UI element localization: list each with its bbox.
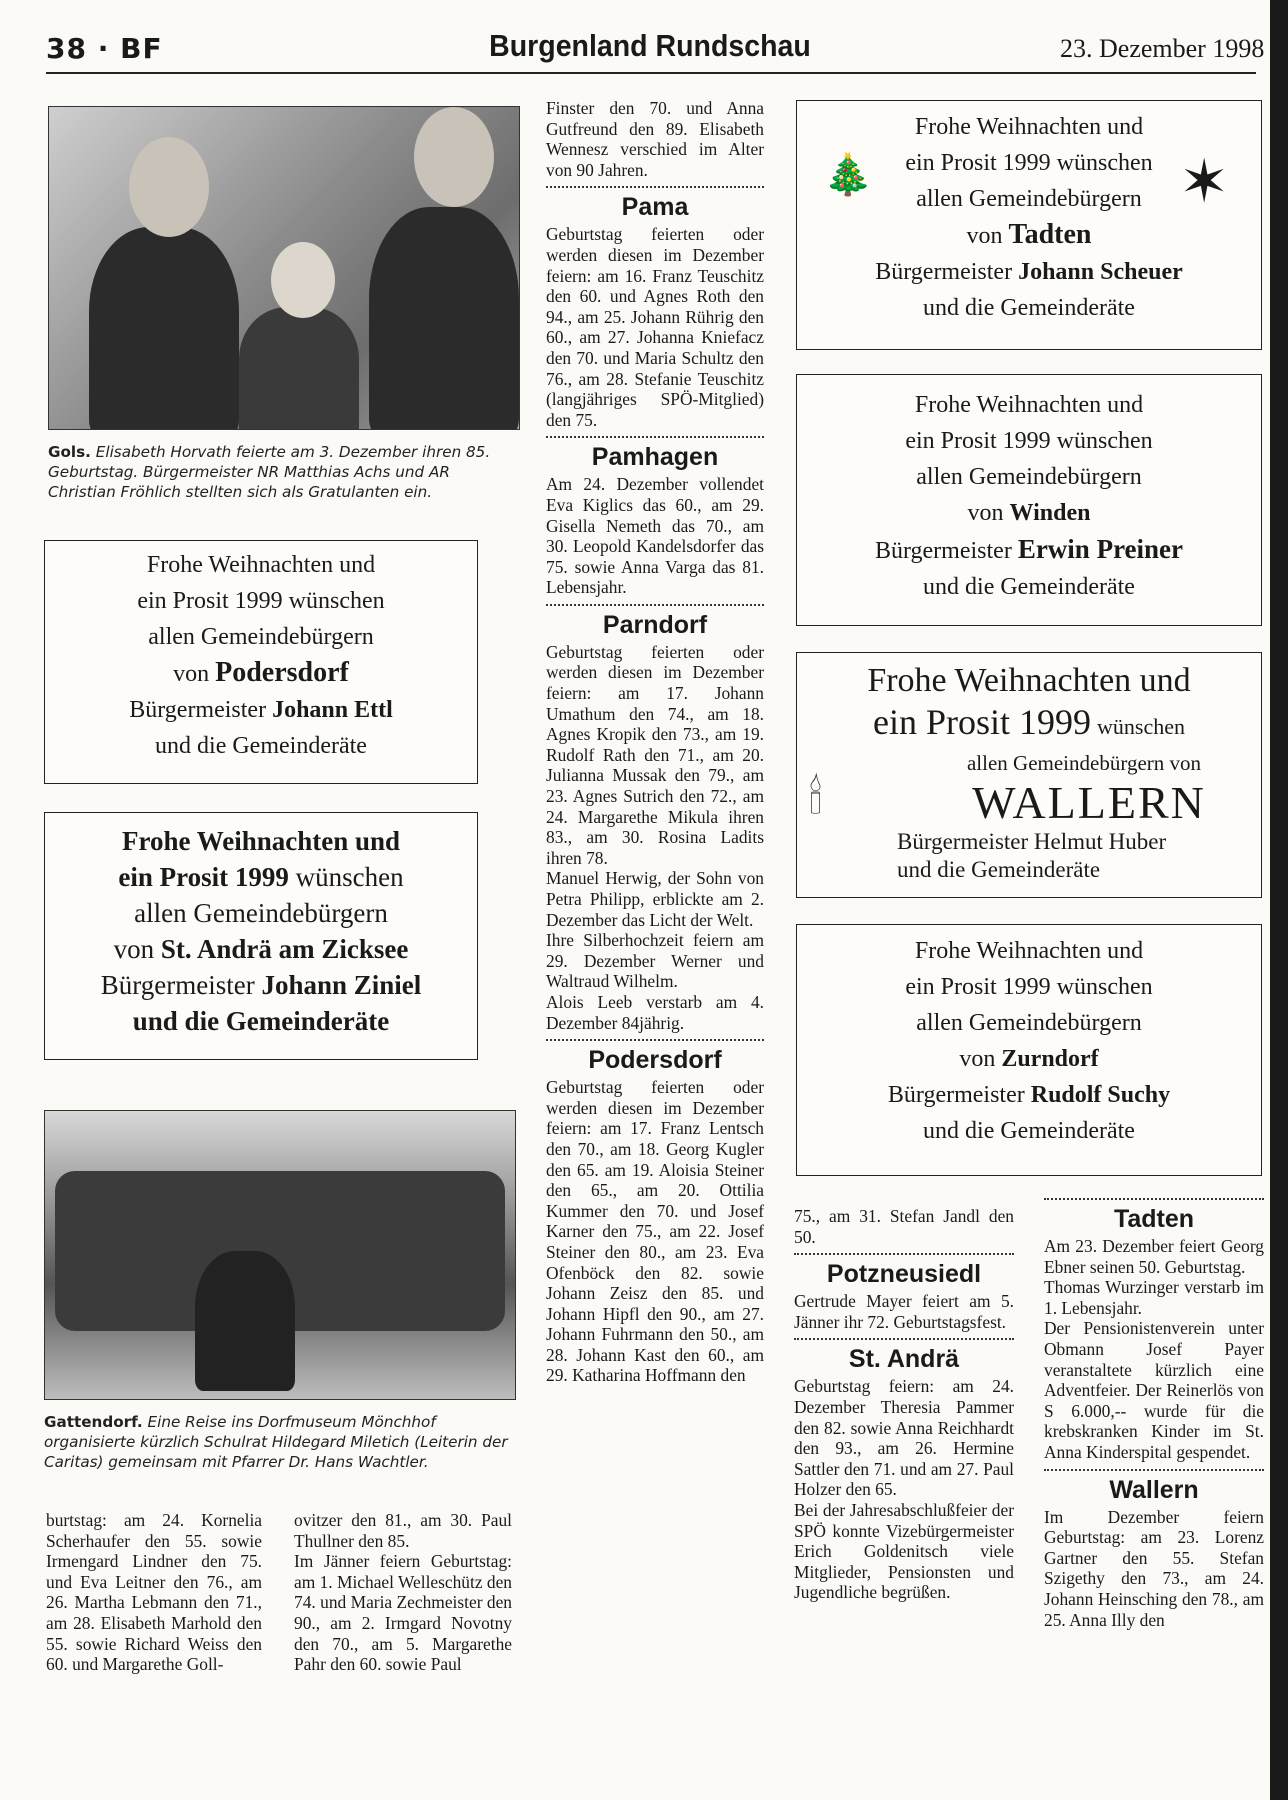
ad-mayor: Johann Ziniel [261, 970, 422, 1000]
ad-town: Zurndorf [1001, 1046, 1099, 1072]
ad-von: von [173, 661, 210, 687]
ad-podersdorf [44, 540, 478, 784]
ad-line-3: allen Gemeindebürgern [916, 186, 1142, 212]
ad-councils: und die Gemeinderäte [923, 295, 1135, 321]
paragraph: Bei der Jahresabschlußfeier der SPÖ konnte Vizebürgermeister Erich Goldenitsch viele Mitglieder, Pensionsten und Jugendliche begrüßen. [794, 1499, 1014, 1603]
paragraph: Manuel Herwig, der Sohn von Petra Philipp, erblickte am 2. Dezember das Licht der Welt. [546, 868, 764, 930]
ad-wallern [796, 652, 1262, 898]
ad-mayor-title: Bürgermeister [100, 970, 255, 1000]
paragraph: Ihre Silberhochzeit feiern am 29. Dezember Werner und Waltraud Wilhelm. [546, 930, 764, 992]
paragraph: Im Jänner feiern Geburtstag: am 1. Michael Welleschütz den 74. und Maria Zechmeister den 90., am 2. Irmgard Novotny den 70., am 5. Margarethe Pahr den 60. sowie Paul [294, 1551, 513, 1675]
paragraph: Finster den 70. und Anna Gutfreund den 89. Elisabeth Wennesz verschied im Alter von 90 Jahren. [546, 98, 764, 180]
ad-von: von [966, 223, 1003, 249]
caption-place: Gattendorf. [44, 1413, 143, 1431]
ad-line-2: ein Prosit 1999 wünschen [905, 150, 1153, 176]
ad-line-1: Frohe Weihnachten und [914, 938, 1144, 964]
ad-line-1: Frohe Weihnachten und [914, 392, 1144, 418]
column-2 [546, 98, 764, 1386]
bottom-column-3 [794, 1206, 1014, 1603]
ad-councils: und die Gemeinderäte [923, 1118, 1135, 1144]
ad-mayor-title: Bürgermeister [887, 1082, 1025, 1108]
ad-line-3: allen Gemeindebürgern [916, 1010, 1142, 1036]
paragraph: Im Dezember feiern Geburtstag: am 23. Lorenz Gartner den 55. Stefan Szigethy den 73., am 24. Johann Heinsching den 78., am 25. Anna Illy den [1044, 1506, 1264, 1630]
paragraph: Geburtstag feierten oder werden diesen im Dezember feiern: am 17. Johann Umathum den 74., am 18. Agnes Kropik den 73., am 19. Rudolf Rath den 71., am 20. Julianna Mussak den 79., am 23. Agnes Sutrich den 72., am 24. Margarethe Mikula ihren 83., am 30. Rosina Ladits ihren 78. [546, 641, 764, 868]
paragraph: Gertrude Mayer feiert am 5. Jänner ihr 72. Geburtstagsfest. [794, 1291, 1014, 1332]
ad-line-2: ein Prosit 1999 wünschen [905, 974, 1153, 1000]
divider [794, 1253, 1014, 1255]
caption-gols [48, 442, 518, 502]
page-number: 38 · BF [46, 32, 163, 65]
paragraph: Thomas Wurzinger verstarb im 1. Lebensjahr. [1044, 1277, 1264, 1318]
ad-winden [796, 374, 1262, 626]
ad-town: WALLERN [972, 777, 1206, 828]
photo-gattendorf [44, 1110, 516, 1400]
header-rule [46, 72, 1256, 74]
ad-mayor: Rudolf Suchy [1030, 1082, 1171, 1108]
caption-text: Eine Reise ins Dorfmuseum Mönchhof organisierte kürzlich Schulrat Hildegard Miletich (Leiterin der Caritas) gemeinsam mit Pfarrer Dr. Hans Wachtler. [44, 1413, 508, 1471]
ad-line-1: Frohe Weihnachten und [914, 114, 1144, 140]
issue-date: 23. Dezember 1998 [1060, 34, 1265, 63]
ad-town: Tadten [1008, 219, 1092, 250]
ad-mayor-title: Bürgermeister [875, 259, 1013, 285]
ad-councils: und die Gemeinderäte [897, 857, 1101, 882]
ad-mayor: Erwin Preiner [1017, 534, 1184, 564]
ad-line-1: Frohe Weihnachten und [146, 552, 376, 578]
bottom-column-2 [294, 1510, 512, 1675]
candle-wreath-icon: 🕯 [809, 772, 823, 823]
newspaper-title: Burgenland Rundschau [489, 28, 811, 63]
caption-place: Gols. [48, 443, 91, 461]
paragraph: Am 24. Dezember vollendet Eva Kiglics das 60., am 29. Gisella Nemeth das 70., am 30. Leopold Kandelsdorfer das 75. sowie Anna Varga das 81. Lebensjahr. [546, 474, 764, 598]
ad-mayor-title: Bürgermeister [129, 697, 267, 723]
paragraph: 75., am 31. Stefan Jandl den 50. [794, 1206, 1014, 1247]
star-icon: ✶ [1179, 149, 1230, 215]
ad-line-2: ein Prosit 1999 wünschen [905, 428, 1153, 454]
paragraph: Der Pensionistenverein unter Obmann Josef Payer veranstaltete kürzlich eine Adventfeier. Der Reinerlös von S 6.000,-- wurde für die krebskranken Kinder im St. Anna Kinderspital gespendet. [1044, 1318, 1264, 1462]
paragraph: burtstag: am 24. Kornelia Scherhaufer den 55. sowie Irmengard Lindner den 75. und Eva Leitner den 76., am 26. Martha Lebmann den 71., am 28. Elisabeth Marhold den 55. sowie Richard Weiss den 60. und Margarethe Goll- [46, 1510, 262, 1675]
ad-von: von [967, 500, 1004, 526]
ad-councils: und die Gemeinderäte [155, 733, 367, 759]
paragraph: ovitzer den 81., am 30. Paul Thullner den 85. [294, 1510, 512, 1551]
town-heading-potzneusiedl: Potzneusiedl [826, 1260, 982, 1289]
ad-line-1: Frohe Weihnachten und [121, 826, 401, 856]
ad-line-2b: wünschen [1097, 714, 1185, 739]
ad-line-3: allen Gemeindebürgern [134, 898, 388, 928]
divider [1044, 1469, 1264, 1471]
ad-mayor: Johann Scheuer [1018, 259, 1183, 285]
divider [546, 1039, 764, 1041]
photo-gols [48, 106, 520, 430]
ad-st-andrae: Frohe Weihnachten und ein Prosit 1999 wünschen allen Gemeindebürgern von St. Andrä am Zicksee Bürgermeister Johann Ziniel und die Gemeinderäte [44, 812, 478, 1060]
town-heading-tadten: Tadten [1113, 1205, 1195, 1233]
page-edge [1270, 0, 1288, 1800]
town-heading-st-andrae: St. Andrä [848, 1345, 960, 1374]
caption-text: Elisabeth Horvath feierte am 3. Dezember ihren 85. Geburtstag. Bürgermeister NR Matthias Achs und AR Christian Fröhlich stellten sich als Gratulanten ein. [48, 443, 491, 501]
town-heading-wallern: Wallern [1109, 1475, 1199, 1504]
ad-tadten [796, 100, 1262, 350]
ad-line-3: allen Gemeindebürgern [916, 464, 1142, 490]
town-heading-pama: Pama [621, 193, 689, 222]
ad-zurndorf [796, 924, 1262, 1176]
ad-von: von [959, 1046, 996, 1072]
ad-councils: und die Gemeinderäte [923, 574, 1135, 600]
town-heading-pamhagen: Pamhagen [591, 443, 719, 472]
paragraph: Geburtstag feierten oder werden diesen im Dezember feiern: am 16. Franz Teuschitz den 60. und Agnes Roth den 94., am 25. Johann Rührig den 60., am 27. Johanna Kniefacz den 70. und Maria Schultz den 76., am 28. Stefanie Teuschitz (langjähriges SPÖ-Mitglied) den 75. [546, 224, 764, 430]
paragraph: Alois Leeb verstarb am 4. Dezember 84jährig. [546, 991, 764, 1033]
caption-gattendorf [44, 1412, 519, 1472]
ad-line-1: Frohe Weihnachten und [867, 662, 1191, 699]
ad-mayor-title: Bürgermeister [874, 538, 1012, 564]
divider [546, 604, 764, 606]
paragraph: Geburtstag feierten oder werden diesen im Dezember feiern: am 17. Franz Lentsch den 70., am 18. Georg Kugler den 65. am 19. Aloisia Steiner den 65., am 20. Ottilia Kummer den 70. und Josef Karner den 75., am 22. Josef Steiner den 80., am 23. Eva Ofenböck den 82. sowie Johann Zeisz den 85. und Johann Hipfl den 90., am 27. Johann Fuhrmann den 50., am 28. Johann Kast den 60., am 29. Katharina Hoffmann den [546, 1077, 764, 1386]
ad-line-2a: ein Prosit 1999 [873, 702, 1092, 742]
ad-mayor-line: Bürgermeister Helmut Huber [897, 829, 1167, 854]
ad-town: Winden [1009, 500, 1091, 526]
bottom-column-1 [46, 1510, 262, 1675]
christmas-tree-icon: 🎄 [823, 152, 873, 197]
ad-line-3: allen Gemeindebürgern von [966, 751, 1202, 775]
divider [1044, 1198, 1264, 1200]
ad-town: Podersdorf [215, 657, 349, 688]
bottom-column-4 [1044, 1192, 1264, 1630]
ad-line-3: allen Gemeindebürgern [148, 624, 374, 650]
divider [546, 186, 764, 188]
ad-councils: und die Gemeinderäte [132, 1006, 390, 1036]
town-heading-parndorf: Parndorf [602, 610, 708, 639]
town-heading-podersdorf: Podersdorf [588, 1046, 722, 1075]
ad-line-2: ein Prosit 1999 wünschen [137, 588, 385, 614]
divider [546, 436, 764, 438]
ad-town: St. Andrä am Zicksee [160, 934, 409, 964]
paragraph: Am 23. Dezember feiert Georg Ebner seinen 50. Geburtstag. [1044, 1236, 1264, 1277]
paragraph: Geburtstag feiern: am 24. Dezember Theresia Pammer den 82. sowie Anna Reichhardt den 93., am 26. Hermine Sattler den 71. und am 27. Paul Holzer den 65. [794, 1376, 1014, 1500]
ad-mayor: Johann Ettl [272, 697, 393, 723]
divider [794, 1338, 1014, 1340]
ad-von: von [113, 934, 155, 964]
